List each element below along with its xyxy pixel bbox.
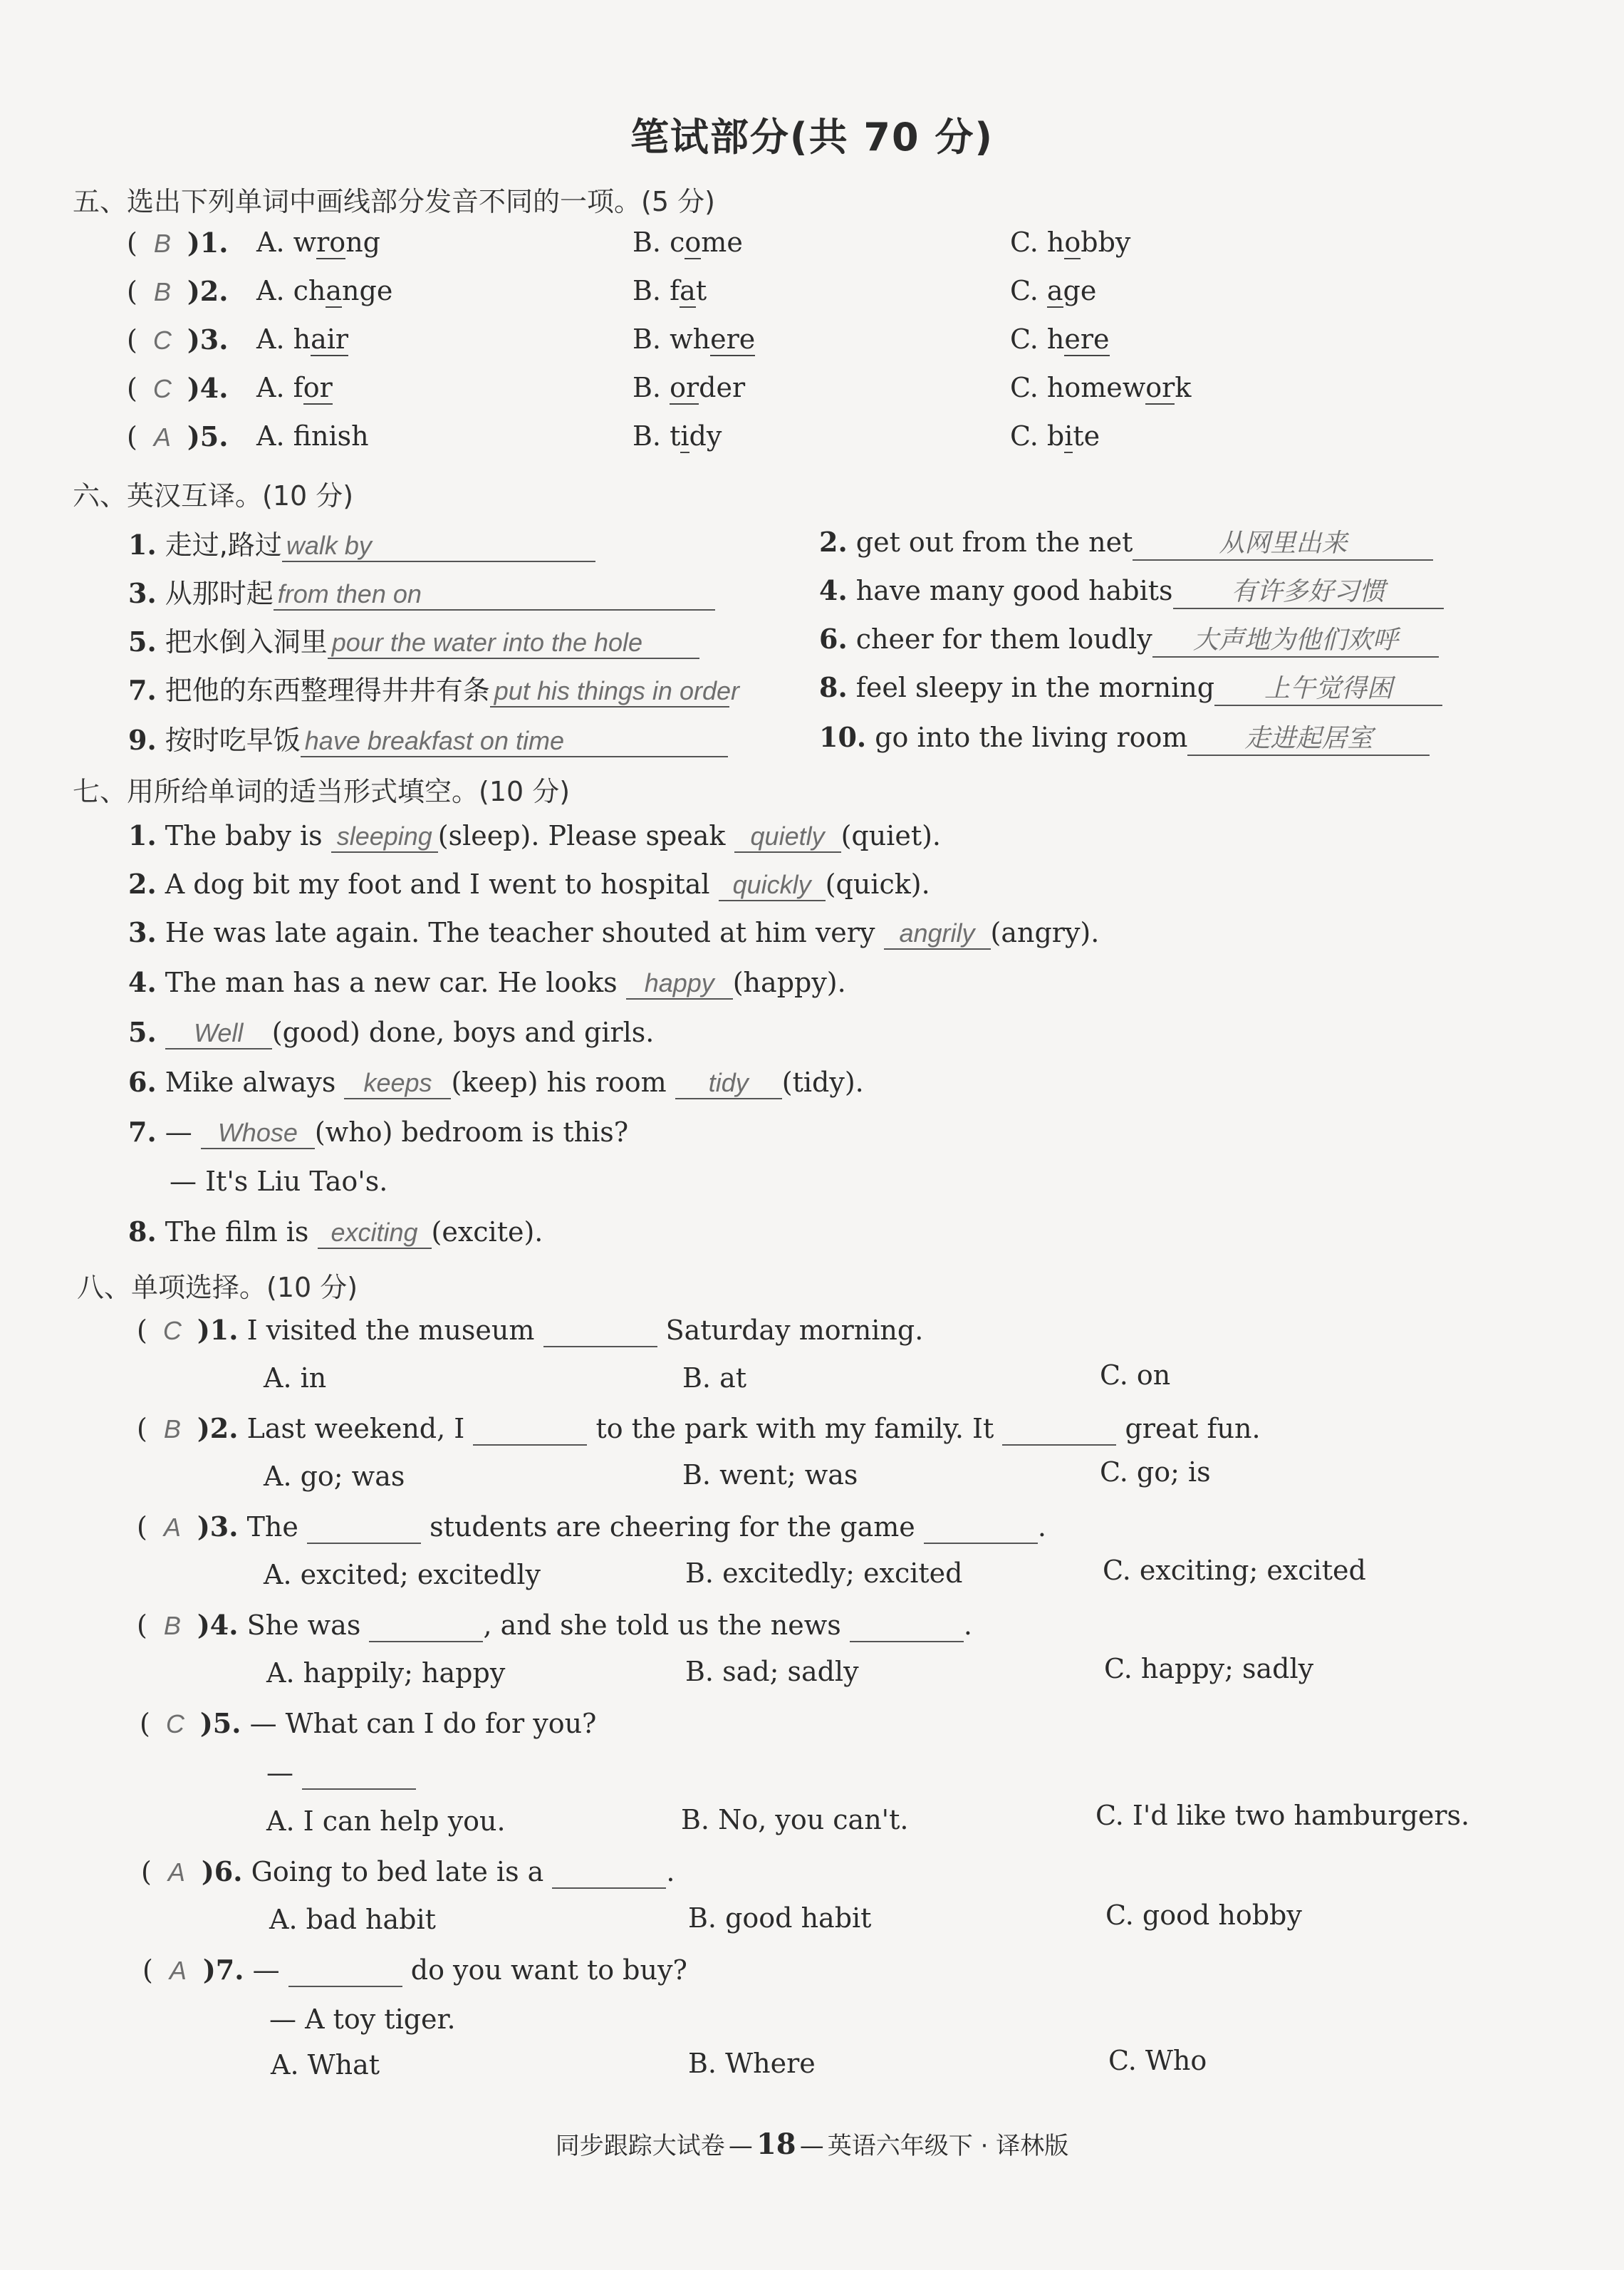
answer-blank: [884, 917, 991, 950]
question-number: 7.: [128, 674, 157, 706]
underlined-part: ere: [710, 323, 756, 355]
section-5-heading: 五、选出下列单词中画线部分发音不同的一项。(5 分): [73, 186, 715, 217]
question-text: He was late again. The teacher shouted at him very: [165, 917, 875, 948]
s6-left-item-3: [128, 620, 699, 659]
section-8-heading: 八、单项选择。(10 分): [77, 1272, 358, 1303]
underlined-part: or: [303, 372, 333, 403]
footer-edition: 英语六年级下 · 译林版: [827, 2132, 1069, 2160]
dialogue-dash: —: [165, 1116, 192, 1148]
answer-blank: [344, 1067, 451, 1099]
s8-q5-option-c: C. I'd like two hamburgers.: [1095, 1800, 1470, 1831]
s8-q4-option-c: C. happy; sadly: [1104, 1653, 1314, 1684]
question-text: The man has a new car. He looks: [165, 967, 618, 998]
s8-q3-option-a: A. excited; excitedly: [264, 1559, 541, 1590]
answer: C: [165, 1709, 184, 1738]
answer: B: [153, 229, 171, 258]
word-part: k: [1175, 372, 1192, 403]
s5-q5-option-a: [256, 420, 369, 452]
option-letter: B.: [633, 227, 670, 258]
s8-q5-option-b: B. No, you can't.: [681, 1804, 909, 1835]
page-title: 笔试部分(共 70 分): [630, 115, 994, 160]
question-number: )5.: [199, 1707, 241, 1739]
s8-q4-option-b: B. sad; sadly: [685, 1656, 859, 1687]
paren-open: (: [127, 276, 137, 307]
s5-question-4: [127, 372, 228, 404]
word-part: h: [1046, 227, 1065, 258]
option-letter: A.: [256, 227, 293, 258]
question-text: get out from the net: [855, 527, 1133, 558]
question-number: )2.: [197, 1412, 239, 1444]
answer-blank: [675, 1067, 782, 1099]
option-letter: B.: [633, 420, 670, 452]
question-text: The: [246, 1511, 298, 1543]
question-text: (sleep). Please speak: [437, 820, 726, 851]
answer: Well: [194, 1018, 244, 1047]
question-text: 走过,路过: [165, 529, 282, 561]
question-number: 4.: [819, 574, 848, 606]
underlined-part: or: [1145, 372, 1175, 403]
answer-blank: [473, 1413, 587, 1446]
question-number: )7.: [202, 1954, 244, 1986]
question-number: )3.: [197, 1510, 239, 1543]
question-text: cheer for them loudly: [855, 623, 1152, 655]
question-text: .: [666, 1856, 675, 1887]
word-part: ge: [1063, 275, 1097, 306]
question-text: The film is: [165, 1216, 309, 1248]
s5-q2-option-c: [1010, 275, 1096, 306]
answer: A: [167, 1857, 185, 1887]
answer: B: [163, 1611, 181, 1640]
s8-q1-option-a: A. in: [264, 1362, 327, 1394]
answer: 大声地为他们欢呼: [1192, 626, 1398, 655]
paren-open: (: [140, 1708, 150, 1739]
word-part: wh: [670, 323, 711, 355]
answer: Whose: [217, 1118, 298, 1147]
s8-q7-option-c: C. Who: [1108, 2045, 1207, 2076]
question-text: great fun.: [1125, 1413, 1261, 1444]
question-text: feel sleepy in the morning: [855, 672, 1215, 703]
s7-question-6: [128, 1066, 864, 1099]
paren-open: (: [127, 421, 137, 452]
answer-blank: [552, 1856, 666, 1889]
answer: 从网里出来: [1219, 529, 1348, 558]
question-number: 4.: [128, 966, 157, 998]
footer-book-title: 同步跟踪大试卷: [555, 2132, 725, 2160]
page-number: 18: [756, 2128, 796, 2161]
answer: 走进起居室: [1244, 724, 1373, 753]
answer: pour the water into the hole: [331, 628, 643, 657]
answer: keeps: [363, 1068, 432, 1097]
s5-q4-option-b: [633, 372, 745, 403]
question-number: 8.: [819, 671, 848, 703]
question-text: (quick).: [825, 869, 930, 900]
s7-question-8: [128, 1216, 543, 1249]
answer: from then on: [277, 579, 422, 608]
question-number: 5.: [128, 1016, 157, 1048]
answer-blank: [734, 820, 841, 853]
underlined-part: ere: [1064, 323, 1110, 355]
answer-blank: [1002, 1413, 1116, 1446]
answer-blank: [719, 869, 826, 901]
word-part: t: [670, 420, 681, 452]
s7-question-7-reply: — It's Liu Tao's.: [170, 1166, 388, 1197]
answer: B: [153, 277, 171, 306]
answer-blank: [1133, 523, 1433, 561]
s7-question-3: [128, 916, 1099, 950]
s8-q1-option-c: C. on: [1100, 1359, 1171, 1391]
paren-open: (: [142, 1954, 153, 1986]
answer-blank: [165, 1017, 272, 1050]
word-part: bby: [1081, 227, 1131, 258]
s5-question-3: [127, 323, 228, 356]
answer: A: [153, 423, 171, 452]
answer: quietly: [750, 822, 825, 851]
s8-question-1: [137, 1314, 923, 1347]
s8-q3-option-c: C. exciting; excited: [1103, 1555, 1366, 1586]
question-number: )2.: [187, 275, 229, 307]
answer-blank: [307, 1511, 421, 1544]
footer-dash: —: [799, 2132, 824, 2160]
answer-blank: [301, 725, 728, 757]
s7-question-5: [128, 1016, 654, 1050]
question-text: A dog bit my foot and I went to hospital: [165, 869, 710, 900]
answer-blank: [1187, 718, 1430, 756]
question-text: .: [963, 1610, 972, 1641]
s5-q2-option-b: [633, 275, 707, 306]
underlined-part: i: [680, 420, 689, 452]
word-part: nge: [342, 275, 393, 306]
question-number: )1.: [187, 227, 229, 259]
s5-question-1: [127, 227, 228, 259]
word-part: w: [293, 227, 317, 258]
question-text: 把他的东西整理得井井有条: [165, 675, 490, 706]
answer-blank: [1214, 668, 1442, 706]
question-text: (tidy).: [781, 1067, 864, 1098]
underlined-part: i: [1064, 420, 1073, 452]
s6-right-item-5: [819, 718, 1430, 756]
s5-q5-option-b: [633, 420, 722, 452]
word-part: me: [701, 227, 743, 258]
option-letter: A.: [256, 420, 293, 452]
answer-blank: [924, 1511, 1038, 1544]
s8-q5-option-a: A. I can help you.: [266, 1805, 506, 1837]
s5-q1-option-a: [256, 227, 380, 258]
s8-question-5-reply: [266, 1757, 416, 1790]
s5-q2-option-a: [256, 275, 392, 306]
paren-open: (: [137, 1413, 147, 1444]
answer-blank: [543, 1315, 657, 1347]
paren-open: (: [127, 324, 137, 356]
s8-q2-option-c: C. go; is: [1100, 1456, 1211, 1488]
s8-question-5: [140, 1707, 596, 1739]
answer: A: [163, 1513, 181, 1542]
s5-q5-option-c: [1010, 420, 1100, 452]
question-text: The baby is: [165, 820, 323, 851]
question-text: Going to bed late is a: [251, 1856, 544, 1887]
answer-blank: [850, 1610, 964, 1642]
s6-right-item-3: [819, 620, 1439, 658]
question-text: (excite).: [431, 1216, 543, 1248]
s8-question-7-reply: — A toy tiger.: [269, 2004, 456, 2035]
question-text: Last weekend, I: [246, 1413, 465, 1444]
option-letter: B.: [633, 275, 670, 306]
underlined-part: ro: [316, 227, 346, 258]
answer: C: [152, 374, 172, 403]
question-number: 2.: [819, 526, 848, 558]
question-text: 把水倒入洞里: [165, 626, 328, 658]
question-text: (keep) his room: [451, 1067, 667, 1098]
s8-q7-option-b: B. Where: [688, 2048, 816, 2079]
s6-left-item-4: [128, 668, 739, 708]
question-number: 10.: [819, 721, 867, 753]
dialogue-dash: —: [252, 1954, 280, 1986]
underlined-part: air: [311, 323, 349, 355]
option-letter: C.: [1010, 420, 1047, 452]
answer: B: [163, 1414, 181, 1444]
answer: exciting: [330, 1218, 418, 1247]
underlined-part: o: [1064, 227, 1081, 258]
answer: tidy: [708, 1068, 749, 1097]
s8-q2-option-a: A. go; was: [264, 1461, 405, 1492]
answer: C: [162, 1316, 182, 1345]
s8-question-4: [137, 1609, 972, 1642]
question-number: )4.: [197, 1609, 239, 1641]
question-text: (happy).: [732, 967, 846, 998]
question-number: 6.: [128, 1066, 157, 1098]
answer-blank: [1173, 571, 1444, 609]
s5-question-5: [127, 420, 228, 452]
option-letter: B.: [633, 372, 670, 403]
answer-blank: [626, 967, 733, 1000]
question-text: students are cheering for the game: [430, 1511, 915, 1543]
paren-open: (: [127, 227, 137, 259]
paren-open: (: [137, 1610, 147, 1641]
answer: sleeping: [336, 822, 432, 851]
s5-question-2: [127, 275, 228, 307]
word-part: f: [293, 372, 303, 403]
question-number: 8.: [128, 1216, 157, 1248]
question-text: She was: [246, 1610, 361, 1641]
question-number: )6.: [201, 1855, 243, 1887]
answer: 上午觉得困: [1264, 674, 1393, 703]
s6-left-item-2: [128, 571, 715, 611]
option-letter: C.: [1010, 372, 1047, 403]
s6-right-item-2: [819, 571, 1444, 609]
s8-question-2: [137, 1412, 1261, 1446]
question-text: do you want to buy?: [410, 1954, 687, 1986]
page-footer: [0, 2126, 1624, 2161]
word-part: h: [293, 323, 311, 355]
s8-q4-option-a: A. happily; happy: [266, 1657, 506, 1689]
s6-right-item-1: [819, 523, 1433, 561]
s8-q3-option-b: B. excitedly; excited: [685, 1558, 963, 1589]
dialogue-dash: —: [266, 1757, 293, 1788]
s6-right-item-4: [819, 668, 1442, 706]
s5-q3-option-c: [1010, 323, 1110, 355]
answer-blank: [331, 820, 438, 853]
footer-dash: —: [728, 2132, 753, 2160]
question-text: .: [1037, 1511, 1046, 1543]
question-text: Saturday morning.: [665, 1315, 924, 1346]
s5-q4-option-a: [256, 372, 333, 403]
underlined-part: or: [670, 372, 699, 403]
word-part: f: [670, 275, 680, 306]
answer-blank: [328, 626, 699, 659]
question-text: (angry).: [990, 917, 1100, 948]
s5-q1-option-b: [633, 227, 743, 258]
word-part: f: [293, 420, 311, 452]
question-text: to the park with my family. It: [595, 1413, 994, 1444]
section-6-heading: 六、英汉互译。(10 分): [73, 480, 354, 512]
answer: put his things in order: [494, 676, 739, 705]
s8-question-3: [137, 1510, 1046, 1544]
answer: have breakfast on time: [304, 726, 564, 755]
s8-q6-option-a: A. bad habit: [269, 1904, 436, 1935]
s6-left-item-5: [128, 718, 728, 757]
answer: A: [169, 1956, 187, 1985]
s8-question-6: [141, 1855, 675, 1889]
word-part: der: [699, 372, 746, 403]
question-number: 5.: [128, 626, 157, 658]
question-number: 1.: [128, 819, 157, 851]
underlined-part: o: [685, 227, 702, 258]
paren-open: (: [127, 373, 137, 404]
answer: angrily: [899, 918, 975, 948]
answer: 有许多好习惯: [1231, 577, 1385, 606]
answer-blank: [318, 1216, 432, 1249]
section-7-heading: 七、用所给单词的适当形式填空。(10 分): [73, 776, 571, 807]
question-text: 从那时起: [165, 578, 274, 609]
paren-open: (: [141, 1856, 152, 1887]
question-number: )3.: [187, 323, 229, 356]
answer: happy: [644, 968, 714, 997]
paren-open: (: [137, 1315, 147, 1346]
word-part: ng: [345, 227, 380, 258]
question-number: 3.: [128, 577, 157, 609]
answer-blank: [201, 1116, 315, 1149]
question-text: I visited the museum: [246, 1315, 535, 1346]
word-part: c: [670, 227, 685, 258]
question-number: 2.: [128, 868, 157, 900]
question-text: , and she told us the news: [483, 1610, 841, 1641]
s5-q3-option-a: [256, 323, 348, 355]
answer: walk by: [286, 531, 372, 560]
question-number: )4.: [187, 372, 229, 404]
s8-q2-option-b: B. went; was: [682, 1459, 858, 1491]
word-part: homew: [1046, 372, 1146, 403]
underlined-part: a: [326, 275, 343, 306]
s8-q1-option-b: B. at: [682, 1362, 747, 1394]
answer-blank: [490, 675, 739, 708]
word-part: ch: [293, 275, 326, 306]
s7-question-1: [128, 819, 941, 853]
question-text: Mike always: [165, 1067, 336, 1098]
s7-question-4: [128, 966, 846, 1000]
question-text: (good) done, boys and girls.: [271, 1017, 655, 1048]
answer-blank: [282, 529, 595, 562]
underlined-part: a: [1046, 275, 1063, 306]
word-part: te: [1073, 420, 1100, 452]
question-number: )1.: [197, 1314, 239, 1346]
s5-q4-option-c: [1010, 372, 1191, 403]
answer: C: [152, 326, 172, 355]
underlined-part: a: [680, 275, 696, 306]
answer-blank: [1152, 620, 1439, 658]
answer-blank: [369, 1610, 483, 1642]
word-part: t: [695, 275, 707, 306]
s8-q7-option-a: A. What: [271, 2049, 380, 2080]
option-letter: A.: [256, 372, 293, 403]
answer: quickly: [732, 870, 811, 899]
answer-blank: [274, 578, 715, 611]
question-text: 按时吃早饭: [165, 725, 301, 756]
answer-blank: [288, 1954, 402, 1987]
question-text: (who) bedroom is this?: [314, 1116, 629, 1148]
answer-blank: [302, 1757, 416, 1790]
s7-question-7: [128, 1116, 628, 1149]
word-part: nish: [311, 420, 369, 452]
s8-question-7: [142, 1954, 687, 1987]
option-letter: A.: [256, 323, 293, 355]
word-part: dy: [689, 420, 722, 452]
s5-q3-option-b: [633, 323, 755, 355]
word-part: b: [1046, 420, 1065, 452]
question-text: have many good habits: [855, 575, 1173, 606]
question-number: 7.: [128, 1116, 157, 1148]
question-number: 3.: [128, 916, 157, 948]
question-number: 6.: [819, 623, 848, 655]
option-letter: A.: [256, 275, 293, 306]
option-letter: C.: [1010, 323, 1047, 355]
s8-q6-option-b: B. good habit: [688, 1902, 872, 1934]
option-letter: B.: [633, 323, 670, 355]
option-letter: C.: [1010, 227, 1047, 258]
word-part: h: [1046, 323, 1065, 355]
s5-q1-option-c: [1010, 227, 1130, 258]
question-number: )5.: [187, 420, 229, 452]
option-letter: C.: [1010, 275, 1047, 306]
paren-open: (: [137, 1511, 147, 1543]
question-number: 1.: [128, 529, 157, 561]
question-number: 9.: [128, 724, 157, 756]
question-text: (quiet).: [840, 820, 942, 851]
s8-q6-option-c: C. good hobby: [1105, 1900, 1302, 1931]
question-text: go into the living room: [875, 722, 1188, 753]
s6-left-item-1: [128, 523, 595, 562]
question-text: — What can I do for you?: [249, 1708, 597, 1739]
s7-question-2: [128, 868, 930, 901]
